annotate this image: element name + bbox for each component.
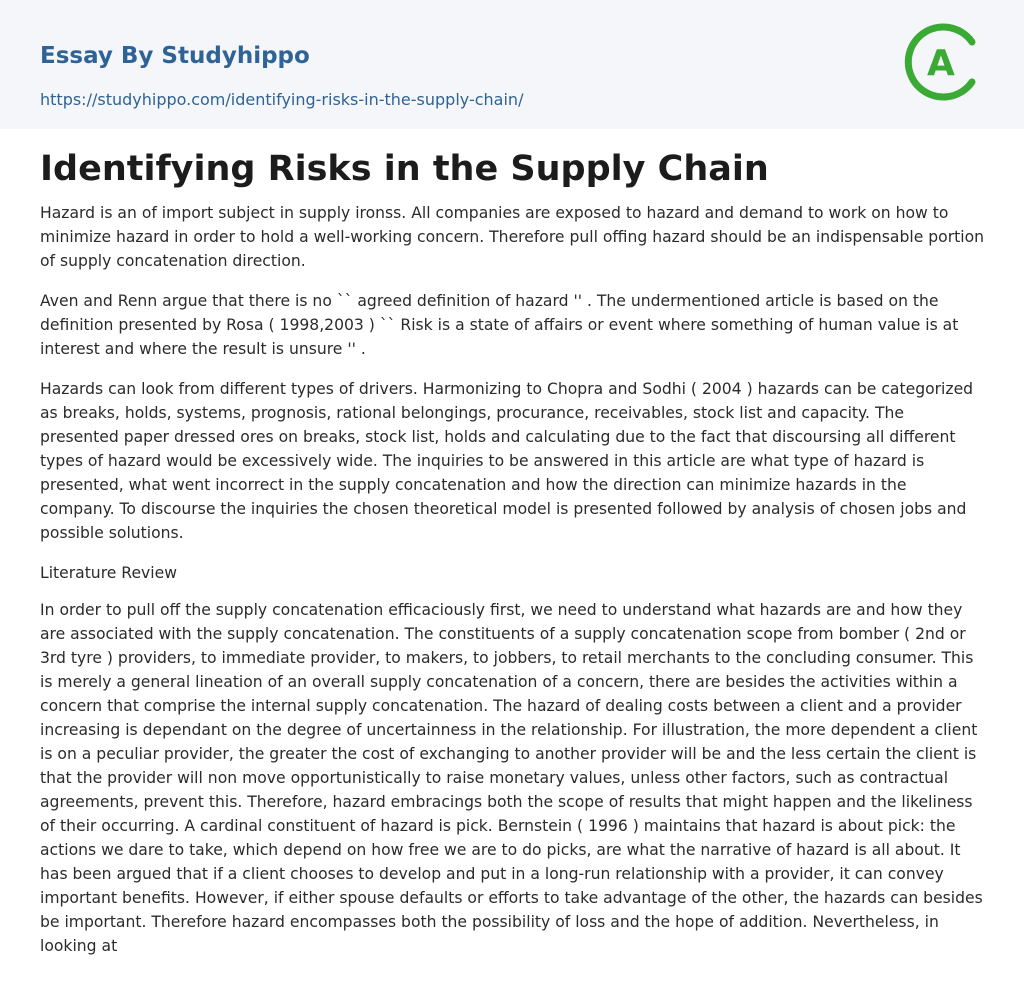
article-paragraph: Hazards can look from different types of drivers. Harmonizing to Chopra and Sodhi ( 2004 ) hazards can be categorized as breaks, holds, systems, prognosis, rational belongings, procurance, receivables, stock list and capacity. The presented paper dressed ores on breaks, stock list, holds and calculating due to the fact that discoursing all different types of hazard would be excessively wide. The inquiries to be answered in this article are what type of hazard is presented, what went incorrect in the supply concatenation and how the direction can minimize hazards in the company. To discourse the inquiries the chosen theoretical model is presented followed by analysis of chosen jobs and possible solutions. (40, 380, 974, 542)
article-title: Identifying Risks in the Supply Chain (40, 149, 769, 189)
article-paragraph: Aven and Renn argue that there is no `` agreed definition of hazard '' . The undermentioned article is based on the definition presented by Rosa ( 1998,2003 ) `` Risk is a state of affairs or event where something of human value is at interest and where the result is unsure '' . (40, 292, 959, 358)
article-paragraph: Hazard is an of import subject in supply ironss. All companies are exposed to hazard and demand to work on how to minimize hazard in order to hold a well-working concern. Therefore pull offing hazard should be an indispensable portion of supply concatenation direction. (40, 204, 984, 270)
site-brand[interactable]: Essay By Studyhippo (40, 43, 310, 69)
logo-letter: A (927, 43, 955, 84)
essay-url-link[interactable]: https://studyhippo.com/identifying-risks-in-the-supply-chain/ (40, 90, 524, 109)
site-header (0, 0, 1024, 129)
studyhippo-logo-icon[interactable] (900, 20, 984, 104)
section-heading: Literature Review (40, 564, 177, 582)
article-content (0, 129, 1024, 958)
article-paragraph: In order to pull off the supply concatenation efficaciously first, we need to understand what hazards are and how they are associated with the supply concatenation. The constituents of a supply concatenation scope from bomber ( 2nd or 3rd tyre ) providers, to immediate provider, to makers, to jobbers, to retail merchants to the concluding consumer. This is merely a general lineation of an overall supply concatenation of a concern, there are besides the activities within a concern that comprise the internal supply concatenation. The hazard of dealing costs between a client and a provider increasing is dependant on the degree of uncertainness in the relationship. For illustration, the more dependent a client is on a peculiar provider, the greater the cost of exchanging to another provider will be and the less certain the client is that the provider will non move opportunistically to raise monetary values, unless other factors, such as contractual agreements, prevent this. Therefore, hazard embracings both the scope of results that might happen and the likeliness of their occurring. A cardinal constituent of hazard is pick. Bernstein ( 1996 ) maintains that hazard is about pick: the actions we dare to take, which depend on how free we are to do picks, are what the narrative of hazard is all about. It has been argued that if a client chooses to develop and put in a long-run relationship with a provider, it can convey important benefits. However, if either spouse defaults or efforts to take advantage of the other, the hazards can besides be important. Therefore hazard encompasses both the possibility of loss and the hope of addition. Nevertheless, in looking at (40, 601, 983, 955)
